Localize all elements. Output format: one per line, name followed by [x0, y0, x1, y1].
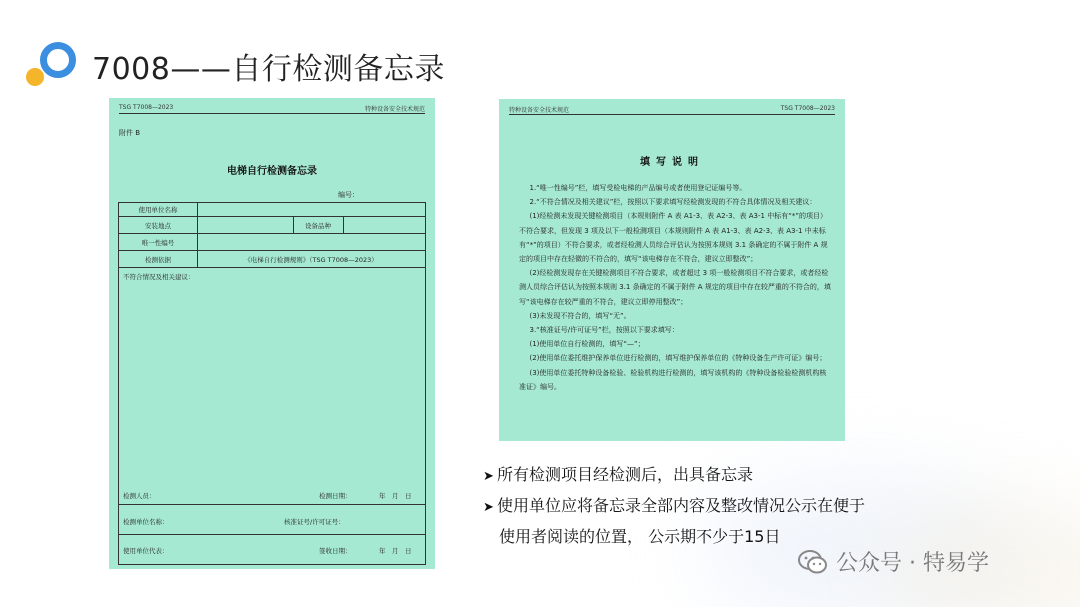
bullet-text: 使用单位应将备忘录全部内容及整改情况公示在便于 [497, 496, 866, 515]
label-license: 核准证号/许可证号： [284, 518, 345, 526]
form-title: 电梯自行检测备忘录 [227, 166, 317, 177]
instructions-header-spec: 特种设备安全技术规范 [509, 107, 570, 114]
form-header-code: TSG T7008—2023 [119, 104, 174, 111]
arrow-icon: ➤ [483, 469, 494, 484]
instruction-paragraph: 1.“唯一性编号”栏，填写受检电梯的产品编号或者使用登记证编号等。 [529, 184, 747, 192]
instruction-paragraph: (2)使用单位委托维护保养单位进行检测的，填写维护保养单位的《特种设备生产许可证》编号； [529, 354, 827, 363]
bullet-item [483, 491, 865, 522]
label-inspector: 检测人员： [123, 492, 156, 500]
instruction-paragraph: (1)经检测未发现关键检测项目（本规则附件 A 表 A1-3、表 A2-3、表 A3-1 中标有“*”的项目）不符合要求，但发现 3 项及以下一般检测项目（本规则附件 A 表 A1-3、表 A2-3、表 A3-1 中未标有“*”的项目）不符合要求，或者经检测人员综合评估认为按照本规则 3.1 条确定的不属于附件 A 规定的项目中存在轻微的不符合的，填写“该电梯存在不符合，建议立即整改”； [519, 212, 828, 264]
bullet-text: 所有检测项目经检测后，出具备忘录 [497, 465, 754, 484]
bullet-text: 使用者阅读的位置， 公示期不少于15日 [499, 527, 781, 546]
label-basis: 检测依据 [145, 255, 171, 264]
table-row [119, 251, 425, 268]
instruction-paragraph: 3.“核准证号/许可证号”栏，按照以下要求填写： [529, 326, 679, 335]
label-equipment-type: 设备品种 [305, 221, 331, 230]
instructions-body [519, 181, 831, 394]
arrow-icon: ➤ [483, 500, 494, 515]
instructions-title: 填写说明 [640, 157, 704, 168]
instructions-header [509, 105, 835, 115]
table-row [119, 505, 425, 535]
instruction-paragraph: (1)使用单位自行检测的，填写“—”； [529, 340, 645, 349]
wechat-watermark [798, 546, 989, 577]
instructions-document [499, 99, 845, 441]
date-ymd: 年 月 日 [379, 492, 412, 500]
form-header [119, 104, 425, 114]
bullet-list [483, 460, 865, 551]
memo-form-document [109, 98, 435, 569]
instruction-paragraph: (2)经检测发现存在关键检测项目不符合要求，或者超过 3 项一般检测项目不符合要求，或者经检测人员综合评估认为按照本规则 3.1 条确定的不属于附件 A 规定的项目中存在较严重的不符合的，填写“该电梯存在较严重的不符合，建议立即停用整改”； [519, 269, 831, 306]
date-ymd: 年 月 日 [379, 547, 412, 555]
table-row [119, 268, 425, 505]
instruction-paragraph: 2.“不符合情况及相关建议”栏，按照以下要求填写经检测发现的不符合具体情况及相关建议： [529, 198, 817, 207]
label-location: 安装地点 [145, 221, 171, 230]
label-user-unit: 使用单位名称 [138, 206, 178, 214]
form-header-spec: 特种设备安全技术规范 [364, 106, 425, 113]
logo-dot-icon [26, 68, 44, 86]
table-row [119, 217, 425, 234]
bullet-item [483, 460, 865, 491]
form-number-label: 编号： [338, 191, 359, 199]
label-inspect-date: 检测日期： [319, 492, 352, 500]
label-user-rep: 使用单位代表： [123, 547, 169, 555]
wechat-icon [798, 549, 828, 575]
table-row [119, 203, 425, 217]
instruction-paragraph: (3)未发现不符合的，填写“无”。 [529, 311, 631, 320]
label-unique-id: 唯一性编号 [141, 238, 175, 247]
slide-title: 7008——自行检测备忘录 [92, 52, 445, 87]
table-row [119, 535, 425, 564]
form-table [118, 202, 426, 565]
label-unit-name: 检测单位名称： [123, 518, 169, 526]
label-sign-date: 签收日期： [319, 547, 352, 555]
instructions-header-code: TSG T7008—2023 [780, 105, 835, 112]
form-annex-label: 附件 B [119, 129, 141, 137]
table-row [119, 234, 425, 251]
watermark-text: 公众号 · 特易学 [836, 551, 989, 576]
logo-ring-icon [40, 42, 76, 78]
instruction-paragraph: (3)使用单位委托特种设备检验、检验机构进行检测的，填写该机构的《特种设备检验检测机构核准证》编号。 [519, 368, 827, 391]
label-nonconformity: 不符合情况及相关建议： [123, 273, 195, 281]
value-basis: 《电梯自行检测规则》（TSG T7008—2023） [244, 255, 378, 264]
